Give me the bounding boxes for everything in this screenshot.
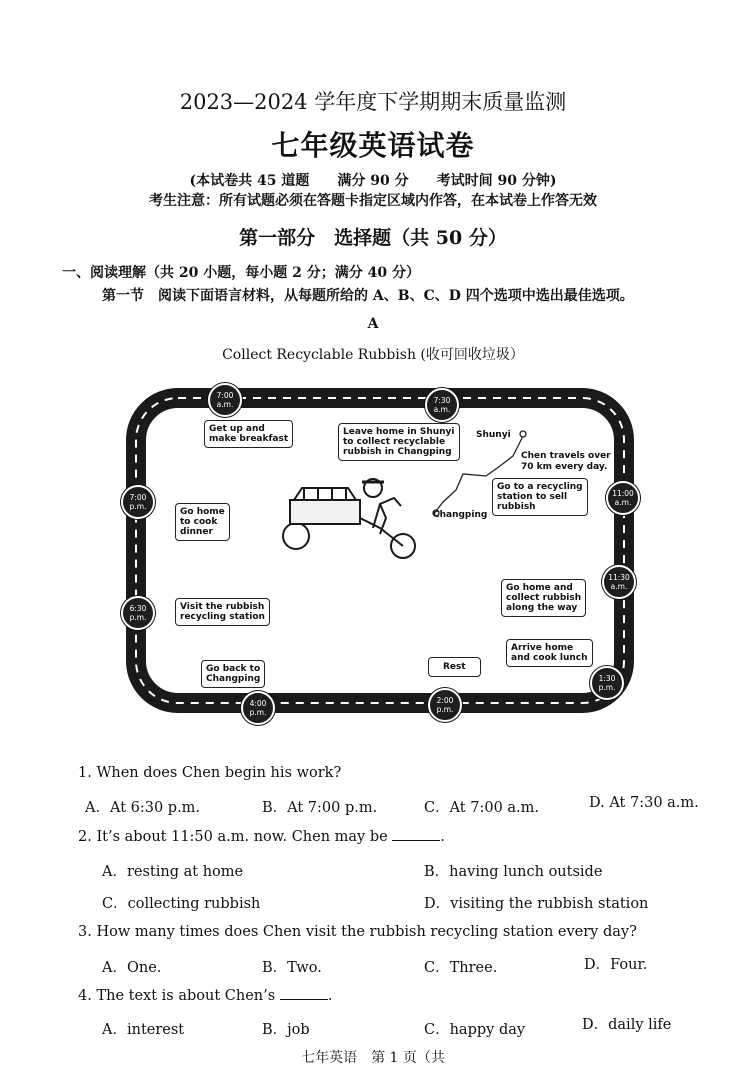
clock-icon: 7:00 p.m. — [121, 485, 155, 519]
option-2d[interactable]: D．visiting the rubbish station — [424, 896, 649, 912]
note-leave-home: Leave home in Shunyi to collect recyclable rubbish in Changping — [338, 423, 460, 461]
question-text-end: . — [327, 988, 333, 1004]
question-3 — [78, 924, 637, 940]
question-2 — [78, 828, 445, 845]
route-map — [118, 378, 643, 723]
note-go-home-dinner: Go home to cook dinner — [175, 503, 230, 541]
note-visit-station: Visit the rubbish recycling station — [175, 598, 270, 626]
option-1c[interactable]: C．At 7:00 a.m. — [424, 800, 540, 816]
option-2c[interactable]: C．collecting rubbish — [102, 896, 261, 912]
note-rest: Rest — [428, 657, 481, 677]
question-number: 1. — [78, 765, 92, 781]
clock-icon: 11:00 a.m. — [606, 481, 640, 515]
section-heading: 一、阅读理解（共 20 小题，每小题 2 分；满分 40 分） — [62, 265, 420, 281]
note-go-home-collect: Go home and collect rubbish along the way — [501, 579, 586, 617]
question-text: When does Chen begin his work? — [96, 765, 342, 781]
label-changping: Changping — [433, 510, 488, 520]
exam-notice: 考生注意：所有试题必须在答题卡指定区域内作答，在本试卷上作答无效 — [149, 193, 597, 209]
clock-icon: 7:30 a.m. — [425, 388, 459, 422]
question-1 — [78, 765, 341, 781]
option-2a[interactable]: A．resting at home — [102, 864, 244, 880]
question-text: How many times does Chen visit the rubbish recycling station every day? — [96, 924, 637, 940]
question-4 — [78, 987, 332, 1004]
clock-icon: 11:30 a.m. — [602, 565, 636, 599]
option-3a[interactable]: A．One. — [102, 960, 162, 976]
option-2b[interactable]: B．having lunch outside — [424, 864, 603, 880]
clock-icon: 1:30 p.m. — [590, 666, 624, 700]
label-shunyi: Shunyi — [476, 430, 511, 440]
answer-blank — [392, 828, 440, 841]
clock-icon: 6:30 p.m. — [121, 596, 155, 630]
label-travel-distance: Chen travels over 70 km every day. — [521, 451, 611, 472]
option-3c[interactable]: C．Three. — [424, 960, 498, 976]
note-recycling-station: Go to a recycling station to sell rubbish — [492, 478, 588, 516]
exam-info: (本试卷共 45 道题 满分 90 分 考试时间 90 分钟) — [189, 173, 557, 189]
exam-year-title: 2023—2024 学年度下学期期末质量监测 — [179, 90, 567, 114]
tricycle-rider-icon — [283, 479, 415, 558]
part-heading: 第一部分 选择题（共 50 分） — [239, 227, 507, 249]
question-text-end: . — [440, 829, 445, 845]
note-arrive-home: Arrive home and cook lunch — [506, 639, 593, 667]
option-4b[interactable]: B．job — [262, 1022, 310, 1038]
clock-icon: 2:00 p.m. — [428, 688, 462, 722]
section-instruction: 第一节 阅读下面语言材料，从每题所给的 A、B、C、D 四个选项中选出最佳选项。 — [102, 288, 634, 304]
option-1b[interactable]: B．At 7:00 p.m. — [262, 800, 378, 816]
exam-main-title: 七年级英语试卷 — [271, 129, 475, 162]
option-1a[interactable]: A．At 6:30 p.m. — [85, 800, 201, 816]
option-4a[interactable]: A．interest — [102, 1022, 185, 1038]
option-4c[interactable]: C．happy day — [424, 1022, 526, 1038]
option-3b[interactable]: B．Two. — [262, 960, 322, 976]
note-go-back: Go back to Changping — [201, 660, 265, 688]
answer-blank — [280, 987, 328, 1000]
question-number: 2. — [78, 829, 92, 845]
question-number: 4. — [78, 988, 92, 1004]
option-3d[interactable]: D．Four. — [584, 957, 648, 973]
passage-title: Collect Recyclable Rubbish (收可回收垃圾） — [222, 347, 524, 363]
clock-icon: 4:00 p.m. — [241, 691, 275, 725]
passage-letter: A — [367, 316, 379, 332]
question-number: 3. — [78, 924, 92, 940]
option-1d[interactable]: D. At 7:30 a.m. — [589, 795, 699, 811]
shunyi-dot — [520, 431, 526, 437]
option-4d[interactable]: D．daily life — [582, 1017, 672, 1033]
note-get-up: Get up and make breakfast — [204, 420, 293, 448]
page-footer: 七年英语 第 1 页（共 — [301, 1050, 445, 1066]
clock-icon: 7:00 a.m. — [208, 383, 242, 417]
question-text: It’s about 11:50 a.m. now. Chen may be — [96, 829, 388, 845]
question-text: The text is about Chen’s — [96, 988, 276, 1004]
